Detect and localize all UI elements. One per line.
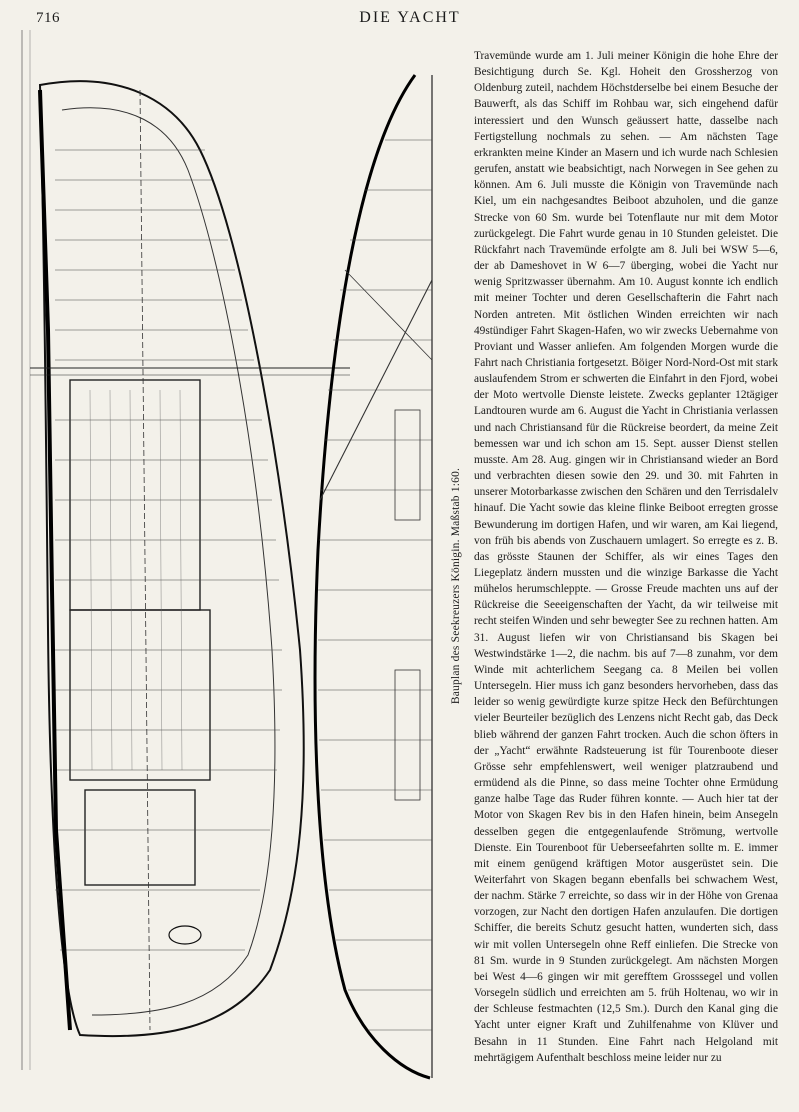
running-title: DIE YACHT — [359, 9, 461, 26]
profile-frames — [318, 140, 432, 1030]
profile-detail — [395, 410, 420, 520]
diagonal-brace — [345, 270, 432, 360]
cabin-block — [70, 610, 210, 780]
centerline — [140, 90, 150, 1030]
cockpit-block — [85, 790, 195, 885]
rudder-detail — [169, 926, 201, 944]
article-body-text: Travemünde wurde am 1. Juli meiner Königin die hohe Ehre der Besichtigung durch Se. Kgl. Hoheit den Grossherzog von Oldenburg zuteil, nachdem Höchstderselbe bei einem Besuche der Bauwerft, als das Schiff im Rohbau war, sich eingehend dafür interessiert und den Wunsch geäussert hatte, dasselbe nach Fertigstellung nochmals zu sehen. — Am nächsten Tage erkrankten meine Kinder an Masern und ich wurde nach Schlesien gerufen, anstatt wie beabsichtigt, nach Norwegen in See gehen zu können. Am 6. Juli musste die Königin von Travemünde nach Kiel, um ein nachgesandtes Beiboot abzuholen, und die ganze Strecke von 60 Sm. wurde bei Totenflaute nur mit dem Motor zurückgelegt. Die Fahrt wurde genau in 10 Stunden geleistet. Die Rückfahrt nach Travemünde erfolgte am 8. Juli bei WSW 5—6, der ab Dameshovet in W 6—7 überging, wobei die Yacht nur wenig Spritzwasser übernahm. Am 10. August konnte ich endlich mit meiner Tochter und deren Gesellschafterin die Fahrt nach Norden antreten. Mit östlichen Winden erreichten wir nach 49stündiger Fahrt Skagen-Hafen, wo wir zwecks Uebernahme von Proviant und Wasser anliefen. Am folgenden Morgen wurde die Fahrt nach Christiania fortgesetzt. Böiger Nord-Nord-Ost mit stark auslaufendem Strom er schwerten die Einfahrt in den Fjord, wobei der Moto wertvolle Dienste leistete. Zwecks geplanter 12tägiger Landtouren wurde am 6. August die Yacht in Christiania verlassen und nach Christiansand für die Rückreise beordert, da meine Zeit bemessen war und ich schon am 15. Sept. ausser Dienst stellen musste. Am 28. Aug. gingen wir in Christiansand wieder an Bord und verbrachten diesen sowie den 29. und 30. mit Fahrten in unserer Motorbarkasse zwischen den Schären und den Terrisdalelv hinauf. Die Yacht sowie das kleine flinke Beiboot erregten grosse Bewunderung im dortigen Hafen, und wir waren, am Kai liegend, von früh bis abends von Zuschauern umlagert. So erregte es z. B. das grösste Staunen der Schiffer, als wir eines Tages den Liegeplatz ändern mussten und die winzige Barkasse die Yacht mühelos herumschleppte. — Grosse Freude machten uns auf der Rückreise die Seeeigenschaften der Yacht, da wir teilweise mit recht steifen Winden und sehr bewegter See zu rechnen hatten. Am 31. August liefen wir von Christiansand bis Skagen bei Westwindstärke 1—2, die nachm. bis auf 7—8 zunahm, vor dem Winde mit achterlichem Seegang ca. 8 Meilen bei vollen Untersegeln. Hier muss ich ganz besonders hervorheben, dass das leider so wenig gewürdigte kurze spitze Heck den Befürchtungen vieler Beurteiler bezüglich des Lenzens nicht Recht gab, das Deck blieb während der ganzen Fahrt trocken. Auch die schon öfters in der „Yacht“ erwähnte Radsteuerung ist für Tourenboote dieser Grösse sehr empfehlenswert, weil weniger platzraubend und ermüdend als die Pinne, so dass meine Tochter ohne Ermüdung ganze halbe Tage das Ruder führen konnte. — Auch hier tat der Motor von Skagen Rev bis in den Hafen hinein, beim Ansegeln desselben gegen die entgegenlaufende Strömung, wertvolle Dienste. Ein Tourenboot für Ueberseefahrten sollte m. E. immer mit einem genügend kräftigen Motor ausgerüstet sein. Die Weiterfahrt von Skagen begann ebenfalls bei schwachem West, der nachm. Stärke 7 erreichte, so dass wir in der Höhe von Grenaa vorzogen, zur Nacht den dortigen Hafen anzulaufen. Die dortigen Schiffer, die bereits Schutz gesucht hatten, wunderten sich, dass wir mit vollen Untersegeln ohne Reff einliefen. Die Strecke von 81 Sm. wurde in 9 Stunden zurückgelegt. Am nächsten Morgen bei West 4—6 gingen wir mit gerefftem Grosssegel und vollen Vorsegeln südlich und erreichten am 5. früh Holtenau, wo wir in der Schleuse festmachten (12,5 Sm.). Durch den Kanal ging die Yacht unter eigner Kraft und Zuhilfenahme von Klüver und Besahn in 11 Stunden. Eine Fahrt nach Helgoland mit mehrtägigem Aufenthalt beschloss meine leider nur zu — [474, 50, 778, 1064]
frame-lines — [55, 150, 282, 950]
page-number: 716 — [36, 10, 60, 26]
profile-plan-outline — [315, 75, 430, 1078]
figure-caption-box — [446, 440, 466, 740]
figure-caption: Bauplan des Seekreuzers Königin. Maßstab 1:60. — [450, 467, 462, 705]
construction-plan-drawing — [0, 30, 470, 1110]
construction-plan-figure — [0, 30, 470, 1112]
profile-detail — [395, 670, 420, 800]
deck-plan-inner-outline — [62, 108, 275, 1015]
hull-side-edge — [40, 90, 70, 1030]
